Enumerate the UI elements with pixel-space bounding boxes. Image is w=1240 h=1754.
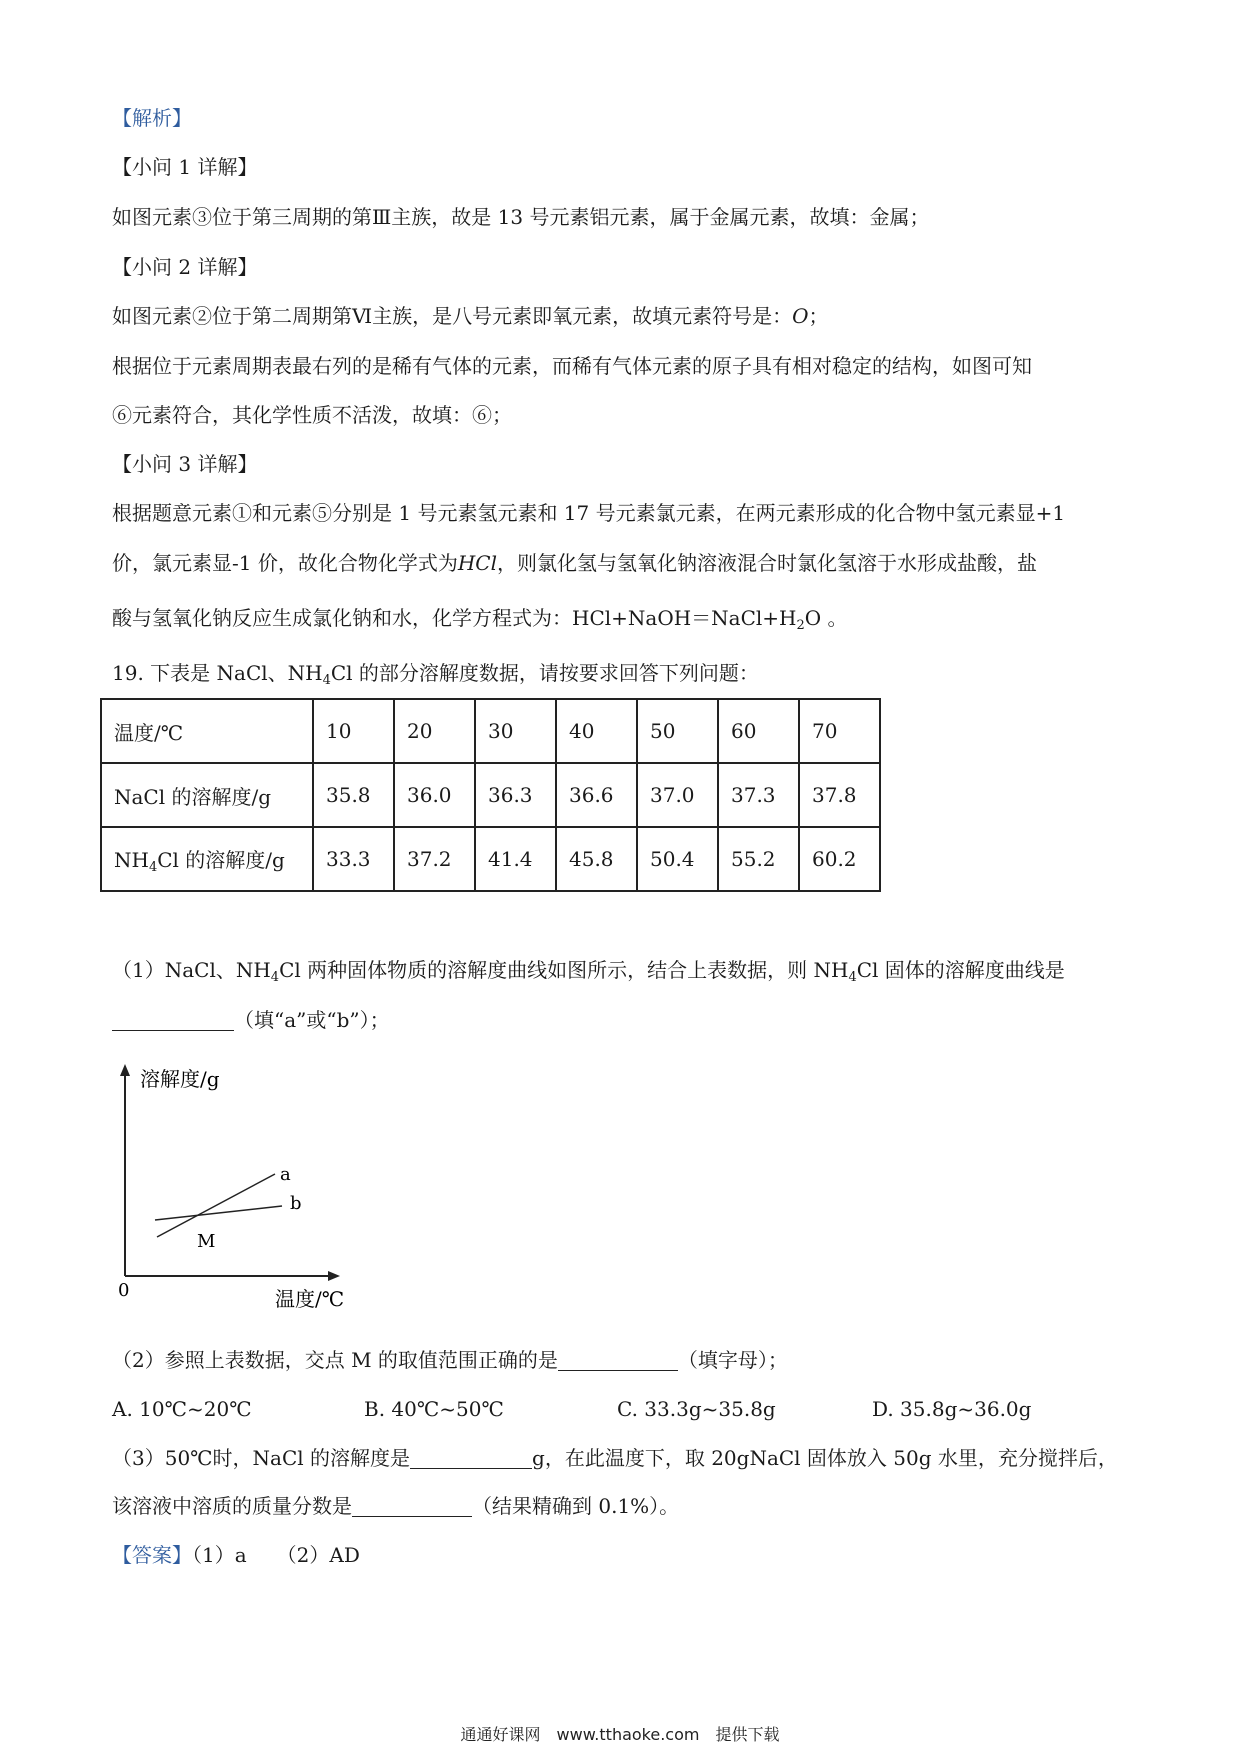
answer-text: （1）a （2）AD	[192, 1543, 360, 1567]
table-cell: 50	[637, 699, 718, 763]
table-cell: 41.4	[475, 827, 556, 891]
table-cell: 55.2	[718, 827, 799, 891]
q2-text-b: 根据位于元素周期表最右列的是稀有气体的元素，而稀有气体元素的原子具有相对稳定的结构，如图可知	[112, 354, 1032, 378]
q1-text: 如图元素③位于第三周期的第Ⅲ主族，故是 13 号元素铝元素，属于金属元素，故填：金属；	[112, 205, 930, 229]
table-cell: 20	[394, 699, 475, 763]
equation-main: HCl+NaOH＝NaCl+H	[572, 606, 797, 630]
table-cell: 36.3	[475, 763, 556, 827]
table-cell: 37.0	[637, 763, 718, 827]
table-row	[101, 827, 880, 891]
part2-pre: （2）参照上表数据，交点 M 的取值范围正确的是	[112, 1348, 558, 1372]
part3-line2	[112, 1492, 679, 1520]
table-cell: 60.2	[799, 827, 880, 891]
q3-heading: 【小问 3 详解】	[112, 452, 258, 476]
part1-text	[112, 956, 1065, 992]
table-cell: 36.6	[556, 763, 637, 827]
part2-text	[112, 1346, 788, 1374]
table-row	[101, 699, 880, 763]
table-cell: 36.0	[394, 763, 475, 827]
q3-text-b-end: ，则氯化氢与氢氧化钠溶液混合时氯化氢溶于水形成盐酸，盐	[496, 551, 1037, 575]
solubility-table	[100, 698, 881, 892]
q3-text-c	[112, 604, 848, 640]
answer-line	[112, 1541, 360, 1569]
answer-blank[interactable]	[112, 1010, 234, 1031]
table-cell: 70	[799, 699, 880, 763]
table-cell: 37.3	[718, 763, 799, 827]
equation-tail: 。	[821, 606, 848, 630]
part3-line2-pre: 该溶液中溶质的质量分数是	[112, 1494, 352, 1518]
table-cell: 35.8	[313, 763, 394, 827]
equation-end: O	[804, 606, 822, 630]
q2-text-a	[112, 302, 829, 330]
table-cell: 37.8	[799, 763, 880, 827]
x-axis-label: 温度/℃	[275, 1287, 345, 1311]
x-axis-arrow	[328, 1271, 340, 1281]
part1-subscript: 4	[270, 970, 280, 985]
nh4cl-header-subscript: 4	[148, 859, 158, 875]
nacl-header: NaCl 的溶解度/g	[101, 763, 313, 827]
analysis-title: 【解析】	[112, 106, 192, 130]
q3-text-b-start: 价，氯元素显-1 价，故化合物化学式为	[112, 551, 458, 575]
option-c: C. 33.3g~35.8g	[617, 1397, 776, 1421]
q3-text-c-main: 酸与氢氧化钠反应生成氯化钠和水，化学方程式为：	[112, 606, 572, 630]
answer-blank[interactable]	[410, 1448, 532, 1469]
q2-text-a-main: 如图元素②位于第二周期第Ⅵ主族，是八号元素即氧元素，故填元素符号是：	[112, 304, 793, 328]
answer-blank[interactable]	[352, 1496, 472, 1517]
q2-symbol: O	[792, 304, 809, 328]
part3-line2-post: （结果精确到 0.1%）。	[472, 1494, 680, 1518]
curve-b-label: b	[290, 1193, 302, 1214]
question-intro	[112, 659, 759, 695]
part1-post: Cl 固体的溶解度曲线是	[856, 958, 1065, 982]
hcl-formula: HCl	[457, 551, 497, 575]
answer-blank[interactable]	[558, 1350, 678, 1371]
curve-a-label: a	[280, 1164, 291, 1185]
q2-text-a-end: ；	[808, 304, 829, 328]
y-axis-label: 溶解度/g	[140, 1067, 220, 1091]
intro-subscript: 4	[322, 673, 331, 688]
table-row	[101, 763, 880, 827]
intro-pre: 19. 下表是 NaCl、NH	[112, 661, 323, 685]
part2-post: （填字母）；	[677, 1348, 788, 1372]
curve-a	[157, 1174, 275, 1237]
answer-label: 【答案】	[112, 1543, 192, 1567]
option-b: B. 40℃~50℃	[364, 1397, 504, 1421]
temp-header: 温度/℃	[101, 699, 313, 763]
part3-text	[112, 1444, 1118, 1472]
table-cell: 33.3	[313, 827, 394, 891]
point-m-label: M	[197, 1231, 216, 1252]
part3-pre: （3）50℃时，NaCl 的溶解度是	[112, 1446, 411, 1470]
curve-b	[155, 1206, 282, 1220]
part1-mid: Cl 两种固体物质的溶解度曲线如图所示，结合上表数据，则 NH	[279, 958, 849, 982]
q2-heading: 【小问 2 详解】	[112, 255, 258, 279]
equation-subscript: 2	[796, 618, 805, 633]
part1-line2-text: （填“a”或“b”）；	[234, 1008, 390, 1032]
origin-label: 0	[118, 1280, 130, 1301]
q1-heading: 【小问 1 详解】	[112, 155, 258, 179]
option-a: A. 10℃~20℃	[112, 1397, 252, 1421]
table-cell: 10	[313, 699, 394, 763]
solubility-curve-figure	[100, 1056, 360, 1316]
q2-text-c: ⑥元素符合，其化学性质不活泼，故填：⑥；	[112, 403, 512, 427]
part1-line2	[112, 1006, 390, 1034]
table-cell: 60	[718, 699, 799, 763]
table-cell: 45.8	[556, 827, 637, 891]
part3-mid: g，在此温度下，取 20gNaCl 固体放入 50g 水里，充分搅拌后，	[532, 1446, 1118, 1470]
table-cell: 30	[475, 699, 556, 763]
part1-pre: （1）NaCl、NH	[112, 958, 271, 982]
nh4cl-header-pre: NH	[114, 847, 149, 872]
table-cell: 37.2	[394, 827, 475, 891]
nh4cl-header-post: Cl 的溶解度/g	[157, 847, 285, 872]
q3-text-a: 根据题意元素①和元素⑤分别是 1 号元素氢元素和 17 号元素氯元素，在两元素形成的化合物中氢元素显+1	[112, 501, 1066, 525]
chemical-equation	[572, 606, 822, 633]
intro-post: Cl 的部分溶解度数据，请按要求回答下列问题：	[330, 661, 759, 685]
option-d: D. 35.8g~36.0g	[872, 1397, 1032, 1421]
q3-text-b	[112, 549, 1037, 577]
table-cell: 40	[556, 699, 637, 763]
y-axis-arrow	[120, 1064, 130, 1076]
nh4cl-header	[101, 827, 313, 891]
page-footer: 通通好课网 www.tthaoke.com 提供下载	[460, 1725, 780, 1744]
table-cell: 50.4	[637, 827, 718, 891]
part1-subscript-2: 4	[848, 970, 857, 985]
